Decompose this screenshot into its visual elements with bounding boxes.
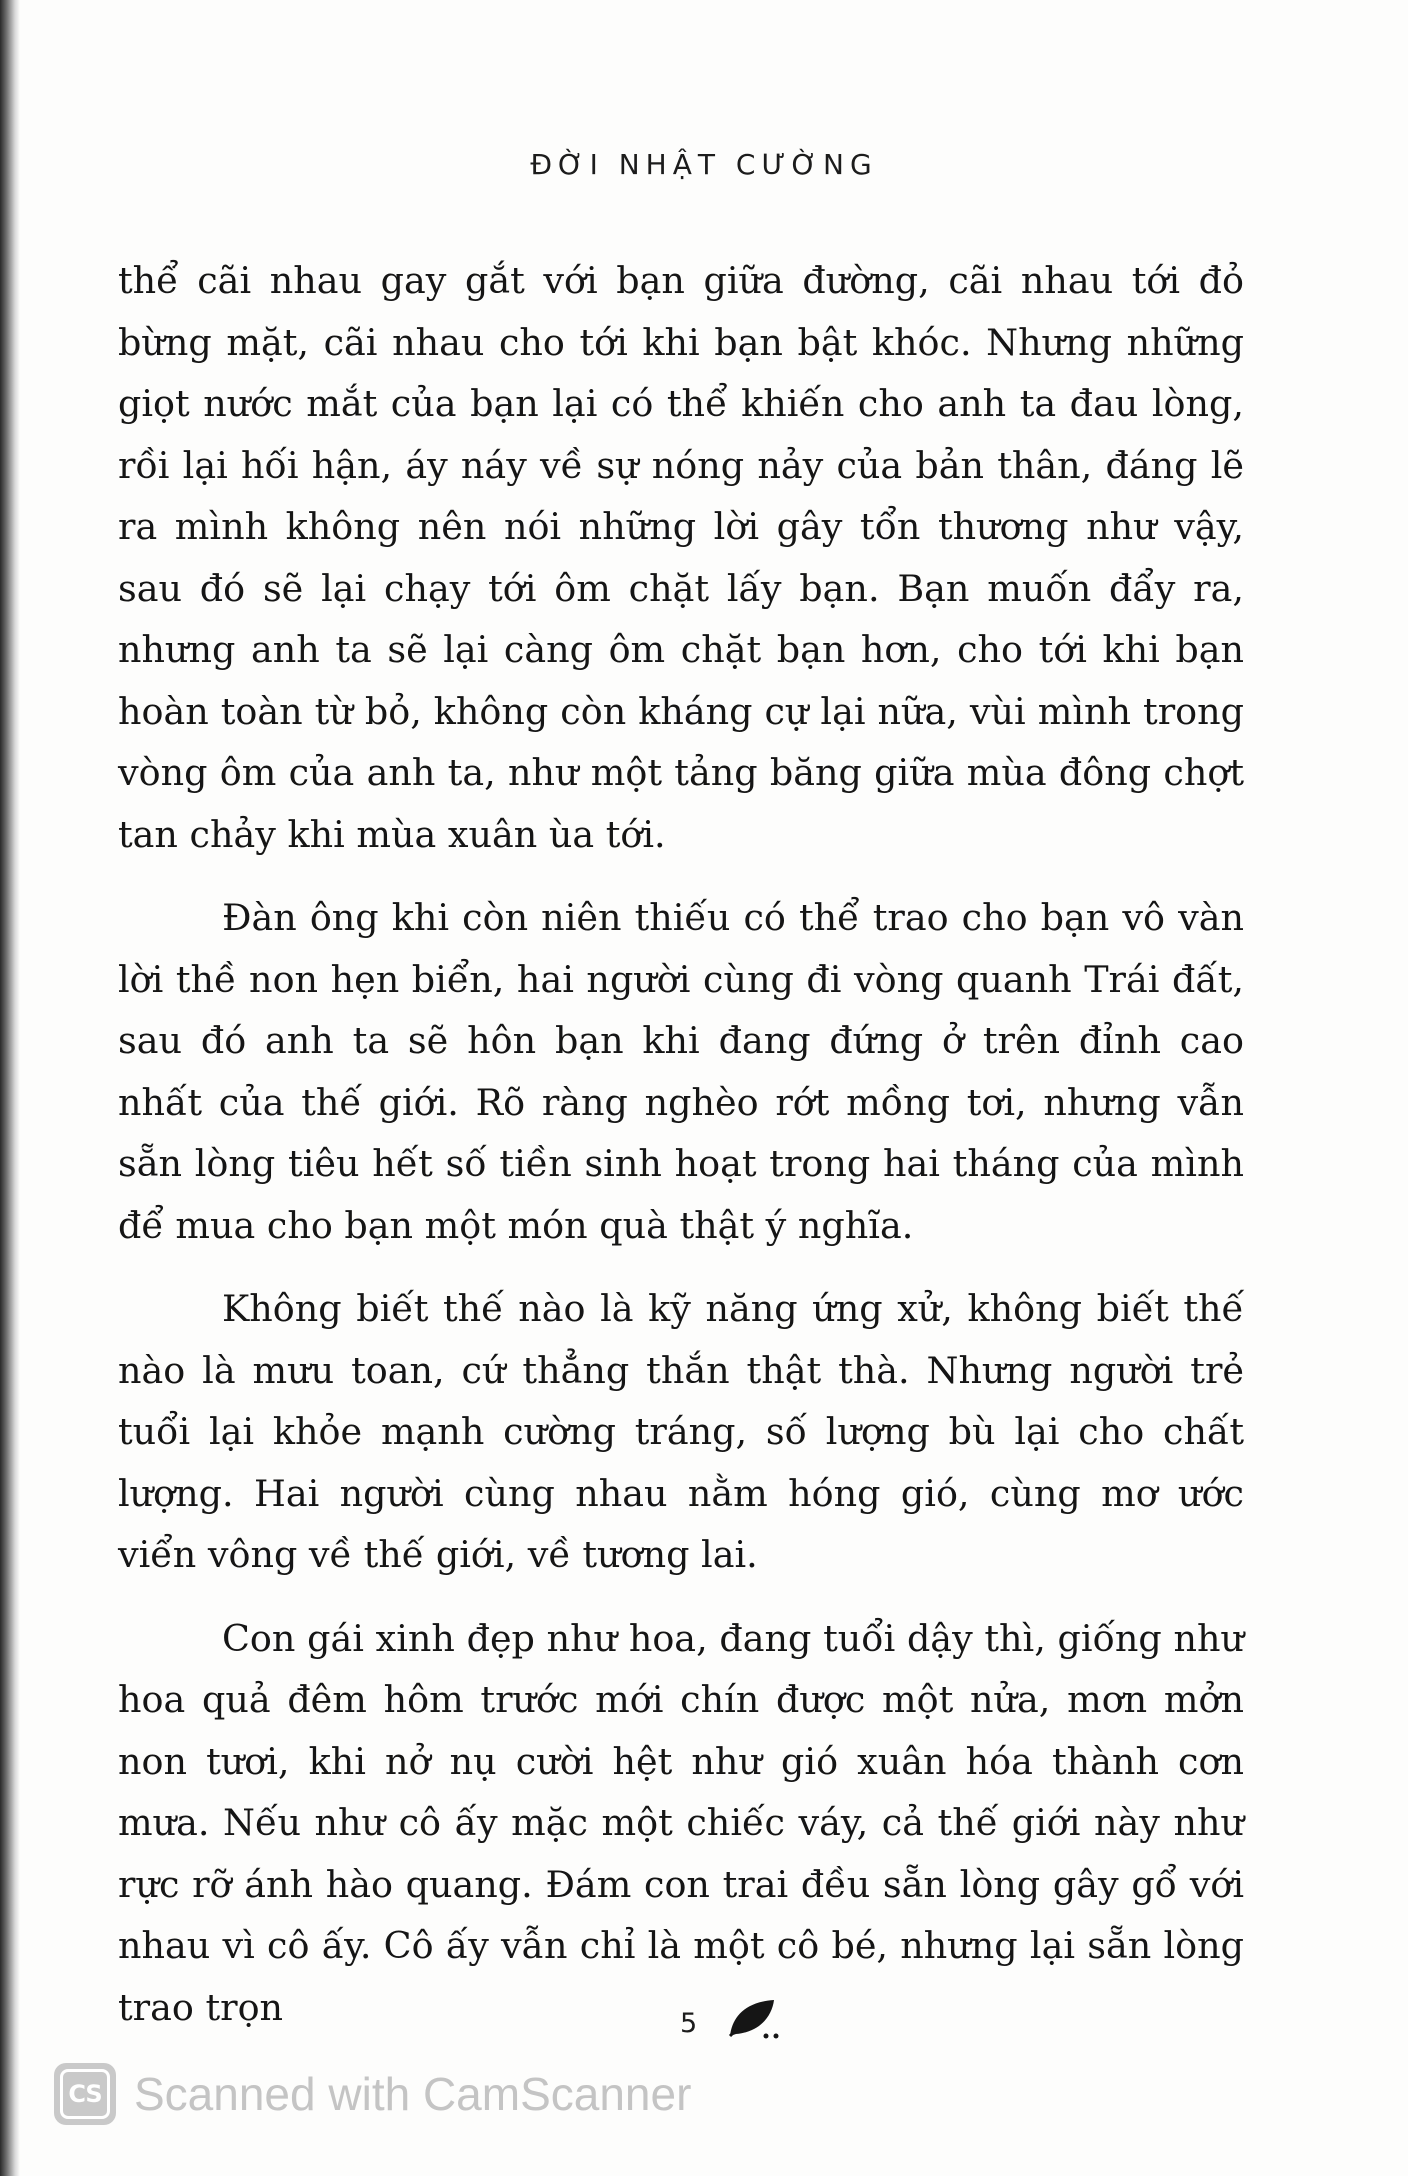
paragraph: Đàn ông khi còn niên thiếu có thể trao cho bạn vô vàn lời thề non hẹn biển, hai người cùng đi vòng quanh Trái đất, sau đó anh ta sẽ hôn bạn khi đang đứng ở trên đỉnh cao nhất của thế giới. Rõ ràng nghèo rớt mồng tơi, nhưng vẫn sẵn lòng tiêu hết số tiền sinh hoạt trong hai tháng của mình để mua cho bạn một món quà thật ý nghĩa. (118, 896, 1244, 1247)
body-text (118, 250, 1244, 2038)
running-header: ĐỜI NHẬT CƯỜNG (530, 148, 878, 181)
paragraph: Không biết thế nào là kỹ năng ứng xử, không biết thế nào là mưu toan, cứ thẳng thắn thật thà. Nhưng người trẻ tuổi lại khỏe mạnh cường tráng, số lượng bù lại cho chất lượng. Hai người cùng nhau nằm hóng gió, cùng mơ ước viển vông về thế giới, về tương lai. (118, 1287, 1244, 1576)
paragraph: Con gái xinh đẹp như hoa, đang tuổi dậy thì, giống như hoa quả đêm hôm trước mới chín được một nửa, mơn mởn non tươi, khi nở nụ cười hệt như gió xuân hóa thành cơn mưa. Nếu như cô ấy mặc một chiếc váy, cả thế giới này như rực rỡ ánh hào quang. Đám con trai đều sẵn lòng gây gổ với nhau vì cô ấy. Cô ấy vẫn chỉ là một cô bé, nhưng lại sẵn lòng trao trọn (118, 1616, 1244, 2029)
leaf-icon (726, 1996, 782, 2040)
watermark-text: Scanned with CamScanner (134, 2068, 692, 2120)
camscanner-logo-icon (54, 2063, 116, 2125)
camscanner-logo-text: CS (60, 2069, 110, 2119)
page-edge-shadow (0, 0, 20, 2176)
paragraph: thể cãi nhau gay gắt với bạn giữa đường, cãi nhau tới đỏ bừng mặt, cãi nhau cho tới khi bạn bật khóc. Nhưng những giọt nước mắt của bạn lại có thể khiến cho anh ta đau lòng, rồi lại hối hận, áy náy về sự nóng nảy của bản thân, đáng lẽ ra mình không nên nói những lời gây tổn thương như vậy, sau đó sẽ lại chạy tới ôm chặt lấy bạn. Bạn muốn đẩy ra, nhưng anh ta sẽ lại càng ôm chặt bạn hơn, cho tới khi bạn hoàn toàn từ bỏ, không còn kháng cự lại nữa, vùi mình trong vòng ôm của anh ta, như một tảng băng giữa mùa đông chợt tan chảy khi mùa xuân ùa tới. (118, 259, 1244, 856)
page-number: 5 (680, 2008, 698, 2039)
camscanner-watermark (54, 2062, 691, 2126)
